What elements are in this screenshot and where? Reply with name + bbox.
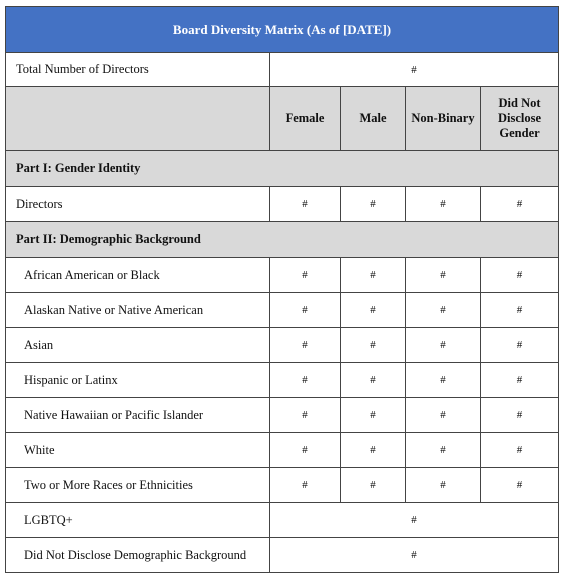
cell-value: # [481,187,559,222]
cell-value: # [270,258,341,293]
table-row [6,363,559,398]
cell-value: # [481,293,559,328]
row-label: Hispanic or Latinx [6,363,270,398]
cell-value-did-not-disclose-background: # [270,538,559,573]
cell-value: # [406,187,481,222]
total-directors-label: Total Number of Directors [6,53,270,87]
row-label: African American or Black [6,258,270,293]
row-label: Two or More Races or Ethnicities [6,468,270,503]
cell-value: # [270,398,341,433]
table-row [6,398,559,433]
cell-value: # [406,363,481,398]
row-label: Alaskan Native or Native American [6,293,270,328]
cell-value: # [270,468,341,503]
cell-value: # [341,398,406,433]
section-heading-demographic-background: Part II: Demographic Background [6,222,559,258]
cell-value: # [270,187,341,222]
table-row [6,468,559,503]
cell-value: # [341,258,406,293]
cell-value: # [481,258,559,293]
cell-value: # [270,433,341,468]
table-row [6,258,559,293]
cell-value: # [481,363,559,398]
cell-value: # [406,433,481,468]
cell-value: # [481,398,559,433]
cell-value: # [481,433,559,468]
column-header-did-not-disclose: Did Not Disclose Gender [481,87,559,151]
cell-value: # [341,363,406,398]
table-row [6,503,559,538]
cell-value: # [406,328,481,363]
header-blank-cell [6,87,270,151]
table-row [6,538,559,573]
row-label: Native Hawaiian or Pacific Islander [6,398,270,433]
column-header-male: Male [341,87,406,151]
cell-value: # [481,328,559,363]
row-label-did-not-disclose-background: Did Not Disclose Demographic Background [6,538,270,573]
cell-value: # [341,328,406,363]
cell-value: # [341,293,406,328]
table-row [6,293,559,328]
cell-value: # [341,468,406,503]
table-row [6,187,559,222]
cell-value: # [406,468,481,503]
cell-value: # [270,293,341,328]
column-header-female: Female [270,87,341,151]
cell-value-lgbtq: # [270,503,559,538]
cell-value: # [481,468,559,503]
row-label: Asian [6,328,270,363]
column-header-non-binary: Non-Binary [406,87,481,151]
cell-value: # [406,258,481,293]
board-diversity-matrix [5,6,559,573]
section-heading-gender-identity: Part I: Gender Identity [6,151,559,187]
cell-value: # [406,398,481,433]
table-row [6,328,559,363]
row-label: White [6,433,270,468]
matrix-title: Board Diversity Matrix (As of [DATE]) [6,7,559,53]
table-row [6,433,559,468]
row-label-lgbtq: LGBTQ+ [6,503,270,538]
cell-value: # [270,363,341,398]
cell-value: # [341,187,406,222]
cell-value: # [341,433,406,468]
cell-value: # [406,293,481,328]
total-directors-value: # [270,53,559,87]
row-label: Directors [6,187,270,222]
cell-value: # [270,328,341,363]
